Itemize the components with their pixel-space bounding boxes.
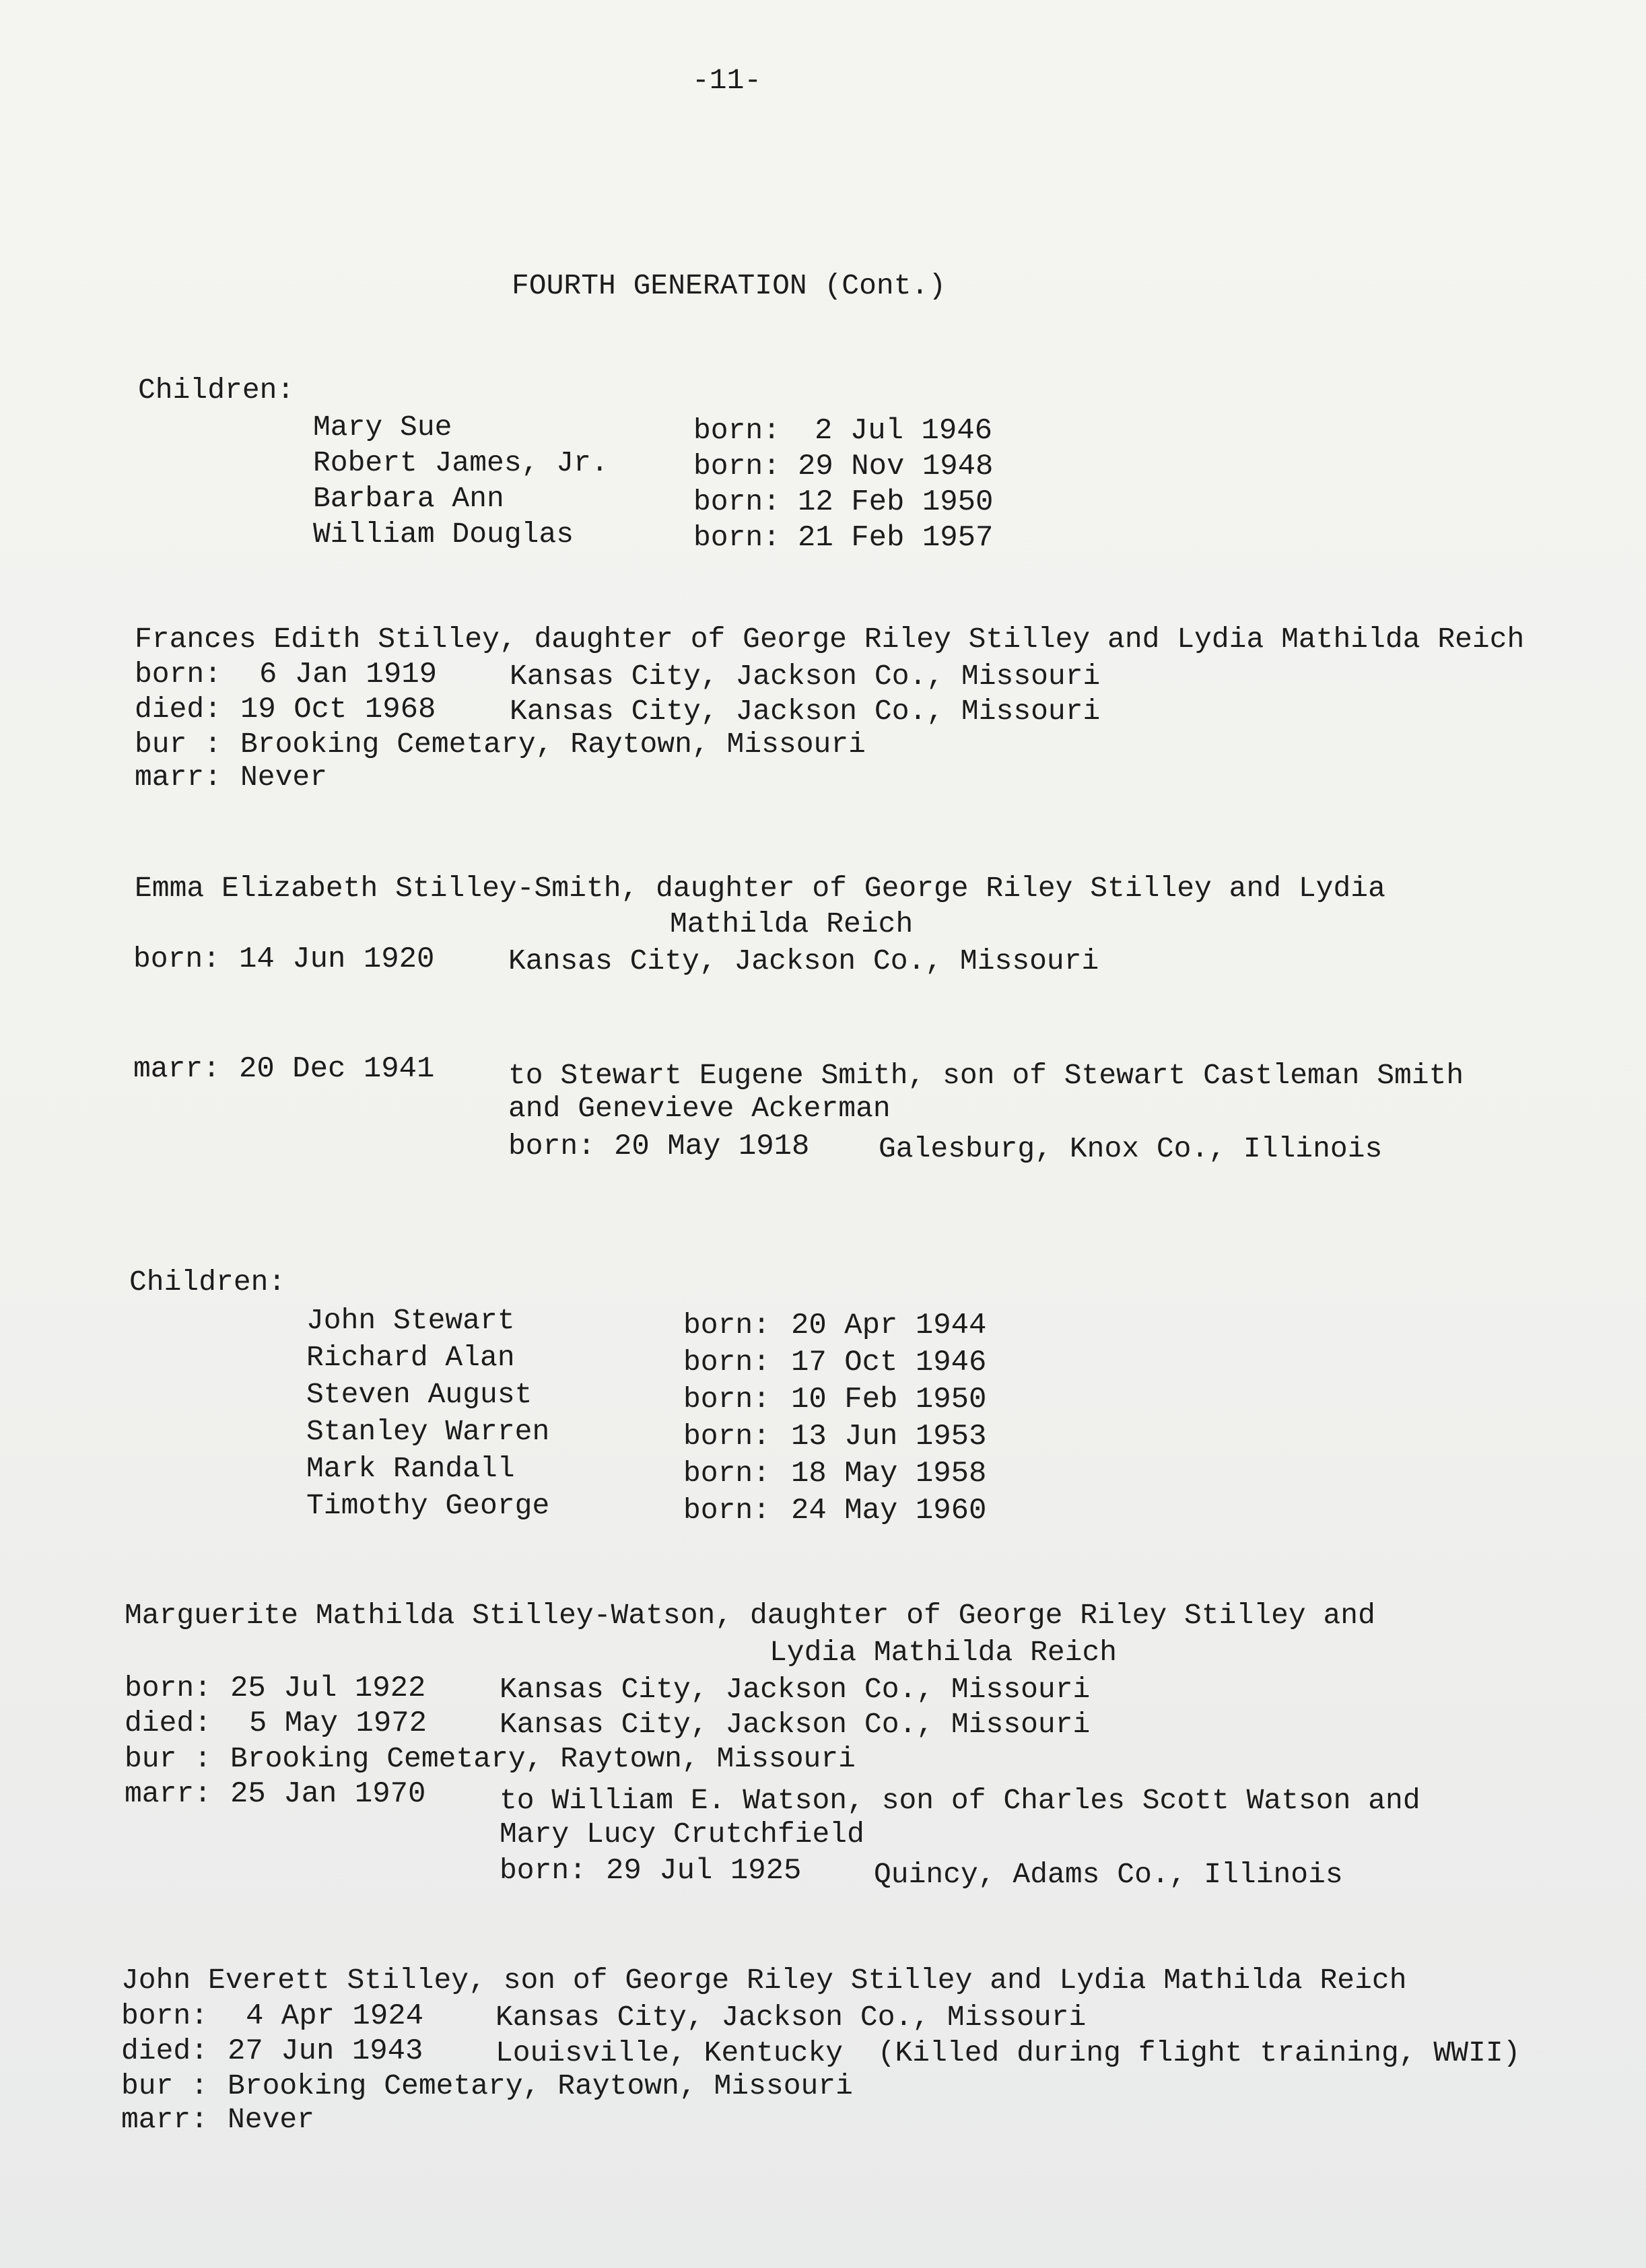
marriage-date: 20 Dec 1941 (239, 1052, 435, 1086)
birth-date: 24 May 1960 (791, 1494, 987, 1527)
burial-place: Brooking Cemetary, Raytown, Missouri (228, 2069, 853, 2102)
death-date: 19 Oct 1968 (240, 693, 436, 726)
born-label: born: (683, 1494, 771, 1527)
person-heading: John Everett Stilley, son of George Riley Stilley and Lydia Mathilda Reich (121, 1964, 1407, 1997)
born-label: born: (135, 658, 222, 691)
marriage-status: Never (228, 2103, 315, 2136)
birth-date: 29 Nov 1948 (798, 450, 994, 483)
birth-date: 17 Oct 1946 (791, 1346, 987, 1379)
burial-place: Brooking Cemetary, Raytown, Missouri (230, 1742, 856, 1775)
person-heading-cont: Lydia Mathilda Reich (769, 1636, 1118, 1669)
child-name: Timothy George (306, 1489, 550, 1522)
born-label: born: (693, 485, 781, 518)
spouse-line-cont: and Genevieve Ackerman (508, 1092, 891, 1125)
spouse-line: to William E. Watson, son of Charles Scott Watson and (500, 1784, 1420, 1817)
page-title: FOURTH GENERATION (Cont.) (512, 269, 947, 302)
spouse-line: to Stewart Eugene Smith, son of Stewart Castleman Smith (508, 1059, 1464, 1092)
born-label: born: (693, 414, 781, 447)
died-label: died: (121, 2034, 209, 2067)
child-name: Stanley Warren (306, 1415, 550, 1448)
died-label: died: (135, 693, 222, 726)
spouse-birth-place: Quincy, Adams Co., Illinois (874, 1858, 1343, 1891)
children-heading: Children: (138, 374, 295, 407)
birth-date: 12 Feb 1950 (798, 485, 994, 519)
spouse-birth-date: 20 May 1918 (614, 1130, 810, 1163)
birth-place: Kansas City, Jackson Co., Missouri (500, 1673, 1091, 1706)
birth-place: Kansas City, Jackson Co., Missouri (495, 2001, 1087, 2034)
born-label: born: (121, 1999, 209, 2032)
marriage-label: marr: (121, 2103, 209, 2136)
birth-date: 18 May 1958 (791, 1457, 987, 1490)
page-number: -11- (692, 64, 762, 97)
born-label: born: (683, 1346, 771, 1379)
spouse-born-label: born: (500, 1854, 587, 1887)
child-name: Barbara Ann (313, 482, 504, 515)
birth-date: 25 Jul 1922 (230, 1672, 426, 1705)
death-place: Kansas City, Jackson Co., Missouri (500, 1708, 1091, 1741)
person-heading: Emma Elizabeth Stilley-Smith, daughter of George Riley Stilley and Lydia (135, 872, 1385, 905)
child-name: Mary Sue (313, 411, 452, 444)
marriage-date: 25 Jan 1970 (230, 1777, 426, 1811)
person-heading-cont: Mathilda Reich (670, 907, 914, 940)
born-label: born: (683, 1383, 771, 1416)
born-label: born: (693, 450, 781, 483)
child-name: William Douglas (313, 518, 574, 551)
birth-date: 20 Apr 1944 (791, 1309, 987, 1342)
marriage-status: Never (240, 761, 328, 794)
spouse-born-label: born: (508, 1130, 596, 1163)
birth-date: 21 Feb 1957 (798, 521, 994, 555)
spouse-birth-place: Galesburg, Knox Co., Illinois (879, 1132, 1383, 1165)
death-place: Kansas City, Jackson Co., Missouri (510, 695, 1101, 728)
birth-date: 4 Apr 1924 (246, 1999, 424, 2033)
birth-date: 2 Jul 1946 (815, 414, 993, 448)
burial-label: bur : (135, 728, 222, 761)
marriage-label: marr: (133, 1052, 221, 1085)
death-place: Louisville, Kentucky (Killed during flight training, WWII) (495, 2036, 1521, 2069)
birth-date: 10 Feb 1950 (791, 1383, 987, 1416)
born-label: born: (683, 1309, 771, 1342)
person-heading: Marguerite Mathilda Stilley-Watson, daughter of George Riley Stilley and (125, 1599, 1375, 1632)
birth-date: 6 Jan 1919 (259, 658, 438, 691)
burial-label: bur : (125, 1742, 212, 1775)
spouse-line-cont: Mary Lucy Crutchfield (500, 1818, 864, 1851)
spouse-birth-date: 29 Jul 1925 (606, 1854, 802, 1888)
died-label: died: (125, 1707, 212, 1740)
birth-place: Kansas City, Jackson Co., Missouri (508, 944, 1099, 977)
child-name: John Stewart (306, 1304, 515, 1337)
born-label: born: (683, 1457, 771, 1490)
child-name: Robert James, Jr. (313, 446, 609, 479)
child-name: Mark Randall (306, 1452, 515, 1485)
marriage-label: marr: (125, 1777, 212, 1810)
burial-place: Brooking Cemetary, Raytown, Missouri (240, 728, 866, 761)
born-label: born: (125, 1672, 212, 1705)
born-label: born: (133, 942, 221, 975)
death-date: 27 Jun 1943 (228, 2034, 423, 2068)
child-name: Richard Alan (306, 1341, 515, 1374)
born-label: born: (683, 1420, 771, 1453)
birth-date: 13 Jun 1953 (791, 1420, 987, 1453)
children-heading: Children: (129, 1266, 286, 1299)
burial-label: bur : (121, 2069, 209, 2102)
birth-date: 14 Jun 1920 (239, 942, 435, 976)
birth-place: Kansas City, Jackson Co., Missouri (510, 660, 1101, 693)
person-heading: Frances Edith Stilley, daughter of George Riley Stilley and Lydia Mathilda Reich (135, 623, 1525, 656)
child-name: Steven August (306, 1378, 533, 1411)
marriage-label: marr: (135, 761, 222, 794)
born-label: born: (693, 521, 781, 554)
death-date: 5 May 1972 (249, 1707, 427, 1740)
